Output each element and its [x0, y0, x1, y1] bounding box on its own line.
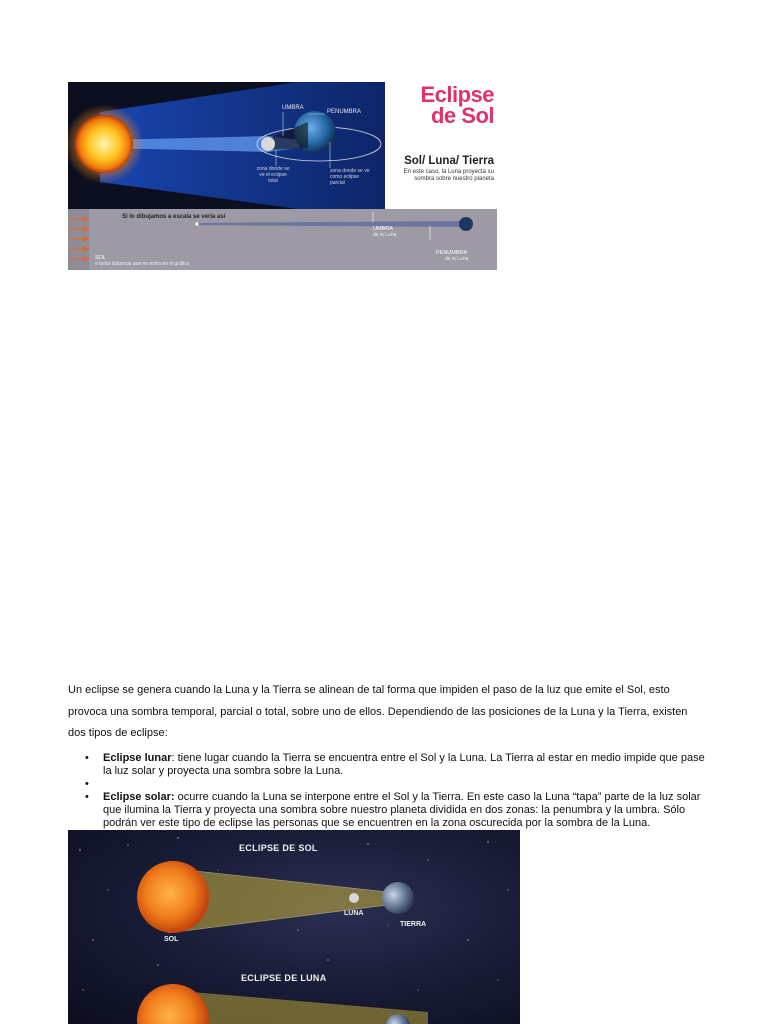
- list-item: [68, 778, 708, 791]
- umbra-label: UMBRA: [282, 105, 304, 111]
- moon-icon: [261, 137, 275, 151]
- scale-umbra-label: UMBRA: [373, 226, 393, 232]
- scale-penumbra-sub: de la Luna: [445, 256, 469, 262]
- scale-title: Si lo dibujamos a escala se vería así: [122, 214, 226, 220]
- list-item-body: : tiene lugar cuando la Tierra se encuentra entre el Sol y la Luna. La Tierra al estar en medio impide que pase la luz solar y proyecta una sombra sobre la Luna.: [103, 752, 705, 777]
- list-item-body: ocurre cuando la Luna se interpone entre el Sol y la Tierra. En este caso la Luna “tapa” parte de la luz solar que ilumina la Tierra y proyecta una sombra sobre nuestro planeta dividida en dos zonas: la penumbra y la umbra. Sólo podrán ver este tipo de eclipse las personas que se encuentren en la zona oscurecida por la sombra de la Luna.: [103, 791, 701, 829]
- figure-description: En este caso, la Luna proyecta su sombra sobre nuestro planeta: [403, 169, 494, 182]
- scale-umbra-sub: de la Luna: [373, 232, 397, 238]
- sol-label: SOL: [164, 936, 179, 943]
- scale-earth-icon: [459, 217, 473, 231]
- moon-icon: [349, 893, 359, 903]
- list-item: [68, 791, 708, 830]
- zone-total-label: zona donde se ve el eclipse total: [256, 166, 290, 184]
- scale-sol-label: SOL: [95, 255, 107, 261]
- stars: [79, 837, 508, 1010]
- earth-icon: [382, 882, 414, 914]
- eclipse-types-list: [68, 752, 708, 830]
- bullet: •: [85, 791, 89, 803]
- luna-label: LUNA: [344, 910, 364, 917]
- bullet: •: [85, 752, 89, 764]
- sun-icon-lunar: [137, 984, 209, 1024]
- solar-eclipse-title: ECLIPSE DE SOL: [239, 843, 318, 853]
- bullet: •: [85, 778, 89, 790]
- scale-moon-icon: [195, 222, 198, 225]
- tierra-label: TIERRA: [400, 921, 427, 928]
- scale-shadow: [196, 221, 460, 227]
- intro-paragraph: Un eclipse se genera cuando la Luna y la Tierra se alinean de tal forma que impiden el paso de la luz que emite el Sol, esto provoca una sombra temporal, parcial o total, sobre uno de ellos. Dependiendo de las posiciones de la Luna y la Tierra, existen dos tipos de eclipse:: [68, 684, 688, 739]
- scale-sol-sub: a tanta distancia que no entra en el gráfico: [95, 261, 190, 267]
- sun-icon: [137, 861, 209, 933]
- eclipse-types-illustration: [68, 830, 520, 1024]
- eclipse-illustration: [68, 830, 520, 1024]
- solar-eclipse-infographic: [68, 82, 497, 270]
- list-item-term: Eclipse lunar: [103, 752, 172, 764]
- zone-partial-label: zona donde se ve como eclipse parcial: [330, 168, 370, 186]
- scale-penumbra-label: PENUMBRA: [436, 250, 468, 256]
- figure-title: Eclipse de Sol: [420, 82, 494, 128]
- eclipse-diagram: [68, 82, 385, 209]
- penumbra-label: PENUMBRA: [327, 109, 362, 115]
- list-item-term: Eclipse solar:: [103, 791, 175, 803]
- figure-subtitle: Sol/ Luna/ Tierra: [404, 155, 494, 167]
- list-item: [68, 752, 708, 778]
- sun-icon: [75, 115, 133, 173]
- lunar-eclipse-title: ECLIPSE DE LUNA: [241, 973, 327, 983]
